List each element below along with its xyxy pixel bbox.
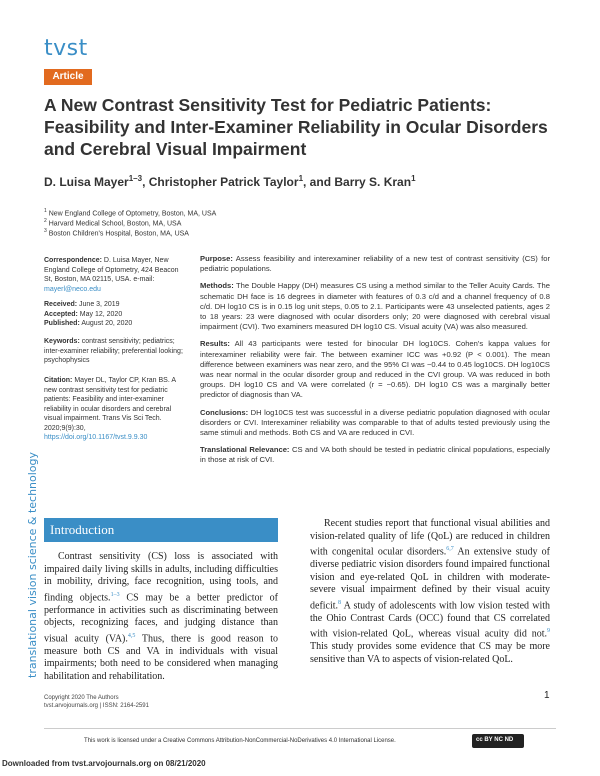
journal-logo: tvst [44,36,88,61]
author-name: D. Luisa Mayer [44,175,129,189]
footer-divider [44,728,556,729]
license-text[interactable]: This work is licensed under a Creative Commons Attribution-NonCommercial-NoDerivatives 4.0 International License. [84,738,396,744]
journal-sidebar: translational vision science & technology [26,451,39,678]
affiliation: $^1$ New England College of Optometry, Boston, MA, USA [44,208,217,218]
abstract-methods: Methods: The Double Happy (DH) measures CS using a method similar to the Teller Acuity Cards. The schematic DH face is 16 degrees in diameter with features of 0.3 c/d and a channel frequency of 0.8 c/d. DH log10 CS is in 0.15 log unit steps, 0.05 to 2.1. Participants were 43 unselected patients, ages 2 to 18 years: 23 were diagnosed with ocular disorders only; 20 were diagnosed with cerebral visual impairment (CVI). Two examiners measured DH log10 CS. Visual acuity (VA) was also measured. [200,281,550,332]
paper-title: A New Contrast Sensitivity Test for Pediatric Patients: Feasibility and Inter-Examiner Reliability in Ocular Disorders and Cerebral Visual Impairment [44,95,548,159]
download-stamp: Downloaded from tvst.arvojournals.org on 08/21/2020 [2,759,206,768]
page-number: 1 [544,690,550,701]
author-name: Christopher Patrick Taylor [148,175,299,189]
reference-link[interactable]: 9 [547,628,550,635]
cc-license-badge[interactable]: cc BY NC ND [472,734,524,748]
affiliation: $^2$ Harvard Medical School, Boston, MA, USA [44,218,182,228]
author-affiliation-ref: 1–3 [128,174,143,183]
keywords: Keywords: contrast sensitivity; pediatrics; inter-examiner reliability; preferential looking; psychophysics [44,338,183,364]
intro-column-2: Recent studies report that functional visual abilities and vision-related quality of life (QoL) are reduced in children with congenital ocular disorders.$^{6,7}$ An extensive study of diverse pediatric vision disorders found impaired functional vision and eye-related QoL in children with moderate-severe visual impairment defined by their visual acuity deficit.$^8$ A study of adolescents with low vision tested with the Ohio Contrast Cards (OCC) found that CS correlated with vision-related QoL, whereas visual acuity did not.$^9$ This study provides some evidence that CS may be more sensitive than VA to aspects of vision-related QoL. [310,518,551,665]
section-badge: Article [44,69,92,85]
dates: Received: June 3, 2019 Accepted: May 12, 2020 Published: August 20, 2020 [44,301,133,327]
correspondence: Correspondence: D. Luisa Mayer, New England College of Optometry, 424 Beacon St, Boston, MA 02115, USA. e-mail: mayerl@neco.edu [44,257,179,293]
intro-column-1: Contrast sensitivity (CS) loss is associated with impaired daily living skills in adults, including difficulties in mobility, driving, face recognition, using tools, and finding objects.$^{1-3}$ CS may be a better predictor of performance in activities such as discriminating between objects, recognizing faces, and judging distance than visual acuity (VA).$^{4,5}$ Thus, there is good reason to measure both CS and VA in individuals with visual impairments; both need to be considered when managing habilitation and rehabilitation. [44,551,278,682]
author-list: D. Luisa Mayer$^{1-3}$, Christopher Patrick Taylor$^1$, and Barry S. Kran$^1$ [44,174,416,189]
abstract-results: Results: All 43 participants were tested for binocular DH log10CS. Cohen's kappa values for interexaminer reliability were fair. The between examiner ICC was +0.92 (P < 0.001). The mean difference between examiners was near zero, and the 95% CI was −0.44 to 0.45 log10CS. DH log10CS was near normal in the ocular disorder group and reduced in the CVI group. VA was reduced in both groups. DH log10 CS and VA were correlated (r = −0.65). DH log10 CS was a marginally better predictor of diagnosis than VA. [200,339,550,400]
abstract [200,254,550,473]
reference-link[interactable]: 4,5 [127,632,136,639]
reference-link[interactable]: 8 [338,599,342,606]
affiliation: $^3$ Boston Children's Hospital, Boston, MA, USA [44,228,189,238]
abstract-relevance: Translational Relevance: CS and VA both should be tested in pediatric clinical populations, especially in those at risk of CVI. [200,445,550,465]
reference-link[interactable]: 1–3 [110,591,120,598]
section-heading: Introduction [50,522,115,537]
abstract-purpose: Purpose: Assess feasibility and interexaminer reliability of a new test of contrast sensitivity (CS) for pediatric populations. [200,254,550,274]
doi-link[interactable]: https://doi.org/10.1167/tvst.9.9.30 [44,434,148,441]
citation: Citation: Mayer DL, Taylor CP, Kran BS. A new contrast sensitivity test for pediatric patients: Feasibility and inter-examiner reliability in ocular disorders and cerebral visual impairment. Trans Vis Sci Tech. 2020;9(9):30, https://doi.org/10.1167/tvst.9.9.30 [44,377,176,441]
author-name: Barry S. Kran [334,175,412,189]
abstract-conclusions: Conclusions: DH log10CS test was successful in a diverse pediatric population diagnosed with ocular disorders or CVI. Interexaminer reliability was comparable to that of adults tested previously using the same stimuli and methods. Both CS and VA are reduced in CVI. [200,407,550,438]
email-link[interactable]: mayerl@neco.edu [44,285,101,293]
author-affiliation-ref: 1 [298,174,304,183]
section-heading-bar [44,518,278,542]
author-affiliation-ref: 1 [411,174,416,183]
reference-link[interactable]: 6,7 [446,546,454,553]
copyright: Copyright 2020 The Authors [44,695,119,701]
issn: tvst.arvojournals.org | ISSN: 2164-2591 [44,703,149,709]
footer-info [44,694,149,710]
